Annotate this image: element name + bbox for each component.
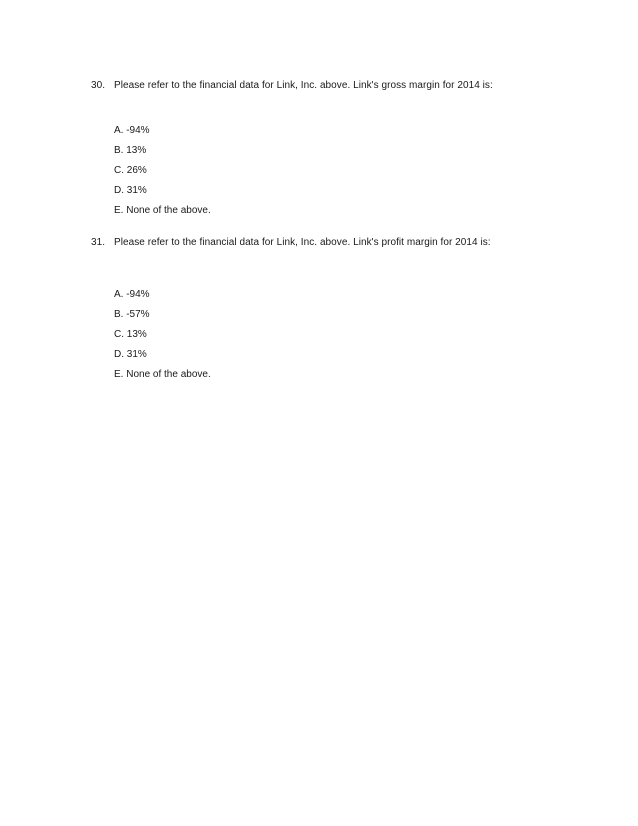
answer-option-c: C. 13% — [114, 329, 147, 340]
answer-option-a: A. -94% — [114, 125, 150, 136]
question-stem — [91, 79, 611, 93]
answer-option-c: C. 26% — [114, 165, 147, 176]
question-30 — [91, 79, 611, 216]
answer-option-e: E. None of the above. — [114, 369, 211, 380]
question-number: 30. — [91, 80, 106, 91]
answer-options — [114, 288, 211, 388]
question-text: Please refer to the financial data for Link, Inc. above. Link's profit margin for 2014 is: — [114, 237, 491, 248]
answer-option-b: B. 13% — [114, 145, 147, 156]
question-stem — [91, 236, 611, 250]
answer-option-a: A. -94% — [114, 289, 150, 300]
answer-option-b: B. -57% — [114, 309, 150, 320]
question-text: Please refer to the financial data for Link, Inc. above. Link's gross margin for 2014 is: — [114, 80, 493, 91]
answer-option-e: E. None of the above. — [114, 205, 211, 216]
answer-option-d: D. 31% — [114, 349, 147, 360]
question-31 — [91, 236, 611, 380]
answer-option-d: D. 31% — [114, 185, 147, 196]
answer-options — [114, 124, 211, 224]
question-number: 31. — [91, 237, 106, 248]
